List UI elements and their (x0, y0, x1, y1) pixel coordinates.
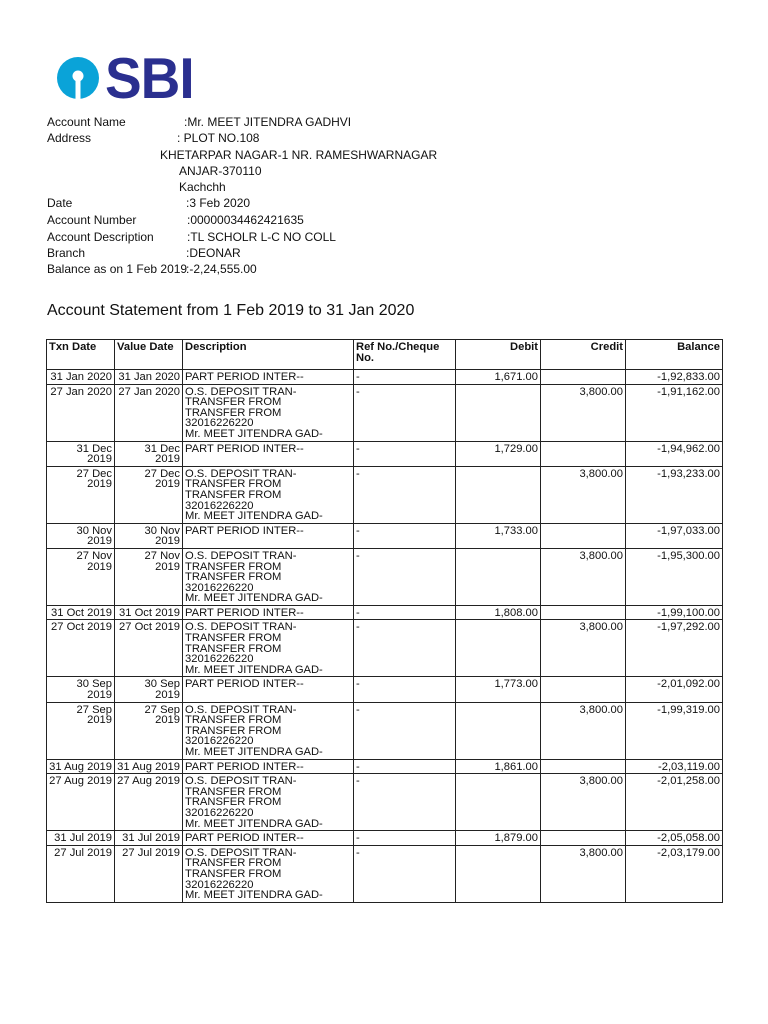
balance-cell: -2,03,119.00 (626, 759, 723, 774)
credit-cell (541, 370, 626, 385)
balance-cell: -1,91,162.00 (626, 384, 723, 441)
debit-cell: 1,671.00 (456, 370, 541, 385)
credit-cell (541, 605, 626, 620)
debit-cell: 1,861.00 (456, 759, 541, 774)
description-line: PART PERIOD INTER-- (185, 760, 304, 773)
description-line: TRANSFER FROM (185, 642, 282, 655)
header-value-date: Value Date (115, 340, 183, 370)
value-date-cell: 30 Nov 2019 (115, 523, 183, 548)
description-cell (183, 831, 354, 846)
ref-no-cell: - (354, 466, 456, 523)
debit-cell: 1,733.00 (456, 523, 541, 548)
txn-date-cell: 27 Dec 2019 (47, 466, 115, 523)
description-line: Mr. MEET JITENDRA GAD- (185, 510, 323, 523)
description-cell (183, 702, 354, 759)
branch-value: :DEONAR (186, 246, 241, 260)
balance-cell: -1,99,319.00 (626, 702, 723, 759)
description-line: PART PERIOD INTER-- (185, 524, 304, 537)
description-line: O.S. DEPOSIT TRAN- (185, 621, 297, 634)
table-row (47, 605, 723, 620)
description-line: PART PERIOD INTER-- (185, 371, 304, 383)
balance-value: :-2,24,555.00 (186, 262, 257, 276)
sbi-logo (55, 45, 194, 111)
header-txn-date: Txn Date (47, 340, 115, 370)
ref-no-cell: - (354, 548, 456, 605)
balance-cell: -1,94,962.00 (626, 441, 723, 466)
description-line: TRANSFER FROM (185, 406, 282, 419)
txn-date-cell: 31 Jul 2019 (47, 831, 115, 846)
description-line: O.S. DEPOSIT TRAN- (185, 703, 297, 716)
date-label: Date (47, 196, 73, 210)
txn-date-cell: 31 Dec 2019 (47, 441, 115, 466)
description-line: O.S. DEPOSIT TRAN- (185, 385, 297, 398)
description-line: Mr. MEET JITENDRA GAD- (185, 817, 323, 830)
debit-cell (456, 702, 541, 759)
table-row (47, 677, 723, 702)
description-line: 32016226220 (185, 653, 254, 666)
description-line: TRANSFER FROM (185, 867, 282, 880)
description-line: TRANSFER FROM (185, 724, 282, 737)
credit-cell: 3,800.00 (541, 384, 626, 441)
balance-cell: -2,03,179.00 (626, 845, 723, 902)
description-line: Mr. MEET JITENDRA GAD- (185, 746, 323, 758)
description-line: TRANSFER FROM (185, 796, 282, 809)
balance-cell: -1,93,233.00 (626, 466, 723, 523)
ref-no-cell: - (354, 523, 456, 548)
txn-date-cell: 27 Nov 2019 (47, 548, 115, 605)
table-row (47, 759, 723, 774)
value-date-cell: 27 Dec 2019 (115, 466, 183, 523)
balance-cell: -1,97,033.00 (626, 523, 723, 548)
account-name-value: :Mr. MEET JITENDRA GADHVI (184, 115, 352, 129)
header-credit: Credit (541, 340, 626, 370)
txn-date-cell: 27 Aug 2019 (47, 774, 115, 831)
header-ref-no: Ref No./Cheque No. (354, 340, 456, 370)
account-number-label: Account Number (47, 213, 137, 227)
description-line: TRANSFER FROM (185, 488, 282, 501)
balance-cell: -1,92,833.00 (626, 370, 723, 385)
debit-cell: 1,808.00 (456, 605, 541, 620)
account-description-value: :TL SCHOLR L-C NO COLL (187, 230, 336, 244)
header-balance: Balance (626, 340, 723, 370)
value-date-cell: 27 Nov 2019 (115, 548, 183, 605)
address-line-2: KHETARPAR NAGAR-1 NR. RAMESHWARNAGAR (160, 148, 438, 162)
table-row (47, 620, 723, 677)
ref-no-cell: - (354, 620, 456, 677)
description-cell (183, 845, 354, 902)
ref-no-cell: - (354, 831, 456, 846)
description-cell (183, 523, 354, 548)
ref-no-cell: - (354, 759, 456, 774)
ref-no-cell: - (354, 384, 456, 441)
description-line: 32016226220 (185, 735, 254, 748)
description-cell (183, 370, 354, 385)
value-date-cell: 27 Sep 2019 (115, 702, 183, 759)
description-line: Mr. MEET JITENDRA GAD- (185, 889, 323, 902)
credit-cell: 3,800.00 (541, 702, 626, 759)
description-line: Mr. MEET JITENDRA GAD- (185, 427, 323, 440)
credit-cell: 3,800.00 (541, 774, 626, 831)
txn-date-cell: 31 Oct 2019 (47, 605, 115, 620)
credit-cell (541, 759, 626, 774)
description-line: TRANSFER FROM (185, 560, 282, 573)
table-row (47, 523, 723, 548)
description-line: PART PERIOD INTER-- (185, 832, 304, 845)
description-cell (183, 620, 354, 677)
description-cell (183, 441, 354, 466)
balance-cell: -2,01,258.00 (626, 774, 723, 831)
description-line: O.S. DEPOSIT TRAN- (185, 467, 297, 480)
sbi-brand-name: SBI (105, 45, 194, 111)
value-date-cell: 27 Oct 2019 (115, 620, 183, 677)
txn-date-cell: 27 Jul 2019 (47, 845, 115, 902)
description-line: PART PERIOD INTER-- (185, 442, 304, 455)
description-line: TRANSFER FROM (185, 571, 282, 584)
ref-no-cell: - (354, 605, 456, 620)
txn-date-cell: 30 Sep 2019 (47, 677, 115, 702)
table-row (47, 845, 723, 902)
table-row (47, 370, 723, 385)
txn-date-cell: 27 Oct 2019 (47, 620, 115, 677)
statement-title: Account Statement from 1 Feb 2019 to 31 Jan 2020 (47, 302, 415, 319)
table-row (47, 384, 723, 441)
debit-cell (456, 466, 541, 523)
branch-label: Branch (47, 246, 86, 260)
txn-date-cell: 30 Nov 2019 (47, 523, 115, 548)
balance-cell: -2,05,058.00 (626, 831, 723, 846)
address-label: Address (47, 131, 92, 145)
account-number-value: :00000034462421635 (187, 213, 304, 227)
value-date-cell: 31 Jul 2019 (115, 831, 183, 846)
debit-cell: 1,729.00 (456, 441, 541, 466)
description-cell (183, 677, 354, 702)
description-line: TRANSFER FROM (185, 396, 282, 409)
table-row (47, 466, 723, 523)
debit-cell (456, 384, 541, 441)
debit-cell (456, 548, 541, 605)
description-cell (183, 759, 354, 774)
ref-no-cell: - (354, 845, 456, 902)
description-line: Mr. MEET JITENDRA GAD- (185, 592, 323, 605)
description-cell (183, 548, 354, 605)
description-line: O.S. DEPOSIT TRAN- (185, 775, 297, 788)
description-line: 32016226220 (185, 806, 254, 819)
credit-cell (541, 523, 626, 548)
ref-no-cell: - (354, 441, 456, 466)
credit-cell: 3,800.00 (541, 548, 626, 605)
value-date-cell: 27 Jul 2019 (115, 845, 183, 902)
credit-cell: 3,800.00 (541, 845, 626, 902)
description-line: O.S. DEPOSIT TRAN- (185, 846, 297, 859)
description-line: 32016226220 (185, 878, 254, 891)
txn-date-cell: 31 Jan 2020 (47, 370, 115, 385)
credit-cell (541, 441, 626, 466)
txn-date-cell: 27 Sep 2019 (47, 702, 115, 759)
description-cell (183, 384, 354, 441)
credit-cell (541, 677, 626, 702)
txn-date-cell: 31 Aug 2019 (47, 759, 115, 774)
credit-cell (541, 831, 626, 846)
value-date-cell: 31 Aug 2019 (115, 759, 183, 774)
table-row (47, 441, 723, 466)
value-date-cell: 30 Sep 2019 (115, 677, 183, 702)
description-line: 32016226220 (185, 417, 254, 430)
statement-table (46, 339, 723, 903)
value-date-cell: 27 Aug 2019 (115, 774, 183, 831)
credit-cell: 3,800.00 (541, 466, 626, 523)
value-date-cell: 31 Jan 2020 (115, 370, 183, 385)
description-line: 32016226220 (185, 581, 254, 594)
debit-cell (456, 620, 541, 677)
table-row (47, 548, 723, 605)
date-value: :3 Feb 2020 (186, 196, 251, 210)
description-line: Mr. MEET JITENDRA GAD- (185, 663, 323, 676)
value-date-cell: 31 Oct 2019 (115, 605, 183, 620)
description-line: PART PERIOD INTER-- (185, 606, 304, 619)
description-line: 32016226220 (185, 499, 254, 512)
balance-cell: -1,97,292.00 (626, 620, 723, 677)
balance-label: Balance as on 1 Feb 2019 (47, 262, 188, 276)
sbi-keyhole-logo-icon (55, 55, 101, 101)
value-date-cell: 31 Dec 2019 (115, 441, 183, 466)
value-date-cell: 27 Jan 2020 (115, 384, 183, 441)
description-cell (183, 605, 354, 620)
address-line-1: : PLOT NO.108 (177, 131, 260, 145)
txn-date-cell: 27 Jan 2020 (47, 384, 115, 441)
table-row (47, 831, 723, 846)
balance-cell: -1,99,100.00 (626, 605, 723, 620)
ref-no-cell: - (354, 677, 456, 702)
debit-cell (456, 774, 541, 831)
credit-cell: 3,800.00 (541, 620, 626, 677)
description-line: TRANSFER FROM (185, 857, 282, 870)
table-header-row (47, 340, 723, 370)
ref-no-cell: - (354, 774, 456, 831)
description-line: TRANSFER FROM (185, 478, 282, 491)
header-debit: Debit (456, 340, 541, 370)
address-line-3: ANJAR-370110 (179, 164, 262, 178)
description-cell (183, 774, 354, 831)
header-description: Description (183, 340, 354, 370)
description-line: TRANSFER FROM (185, 714, 282, 727)
description-cell (183, 466, 354, 523)
account-description-label: Account Description (47, 230, 154, 244)
debit-cell: 1,773.00 (456, 677, 541, 702)
description-line: PART PERIOD INTER-- (185, 678, 304, 691)
ref-no-cell: - (354, 702, 456, 759)
ref-no-cell: - (354, 370, 456, 385)
balance-cell: -1,95,300.00 (626, 548, 723, 605)
table-row (47, 702, 723, 759)
table-row (47, 774, 723, 831)
debit-cell (456, 845, 541, 902)
description-line: TRANSFER FROM (185, 785, 282, 798)
balance-cell: -2,01,092.00 (626, 677, 723, 702)
description-line: TRANSFER FROM (185, 632, 282, 645)
address-line-4: Kachchh (179, 180, 226, 194)
debit-cell: 1,879.00 (456, 831, 541, 846)
description-line: O.S. DEPOSIT TRAN- (185, 549, 297, 562)
account-name-label: Account Name (47, 115, 126, 129)
